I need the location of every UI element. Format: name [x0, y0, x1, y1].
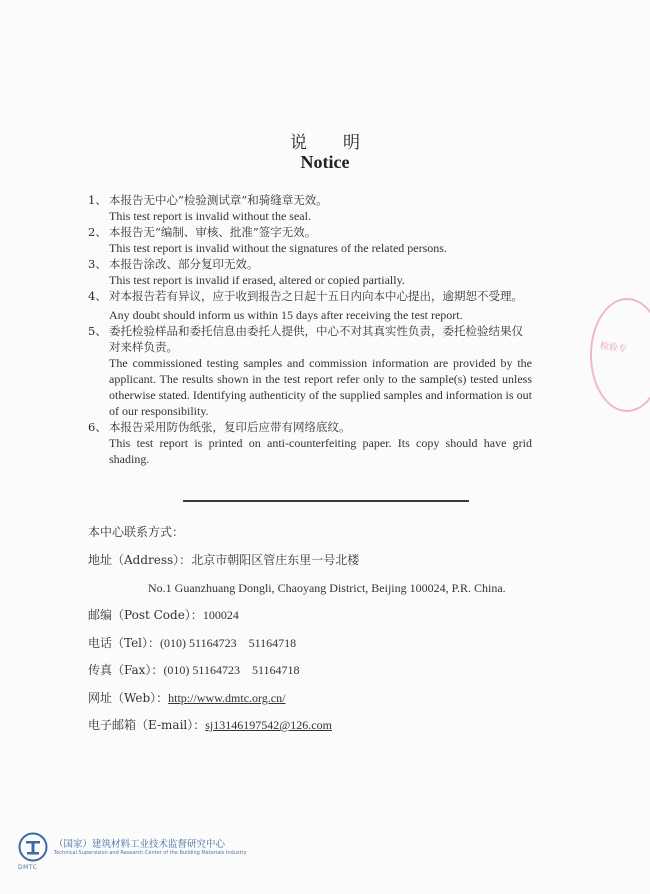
notice-item-2 [88, 224, 532, 256]
footer-org-cn: （国家）建筑材料工业技术监督研究中心 [54, 839, 226, 850]
item-number: 2、 [88, 225, 107, 239]
address-label: 地址（Address）： [88, 553, 192, 567]
email-label: 电子邮箱（E-mail）： [88, 718, 206, 732]
item-number: 6、 [88, 420, 107, 434]
item-number: 4、 [88, 289, 107, 303]
contact-postcode [88, 606, 239, 623]
email-link[interactable]: sj13146197542@126.com [205, 718, 332, 732]
website-link[interactable]: http://www.dmtc.org.cn/ [168, 691, 286, 705]
contact-fax [88, 661, 300, 678]
item-text-en: This test report is invalid without the signatures of the related persons. [109, 241, 447, 255]
postcode-label: 邮编（Post Code）： [88, 608, 203, 622]
title-chinese: 说明 [290, 133, 396, 153]
item-text-cn: 本报告涂改、部分复印无效。 [109, 257, 259, 271]
contact-web [88, 689, 285, 706]
tel-label: 电话（Tel）： [88, 636, 161, 650]
red-seal-stamp [590, 298, 650, 412]
footer [18, 830, 318, 880]
item-number: 1、 [88, 193, 107, 207]
item-text-cn: 本报告采用防伪纸张，复印后应带有网络底纹。 [109, 420, 351, 434]
notice-item-1 [88, 192, 532, 224]
fax-label: 传真（Fax）： [88, 663, 164, 677]
section-divider [183, 500, 469, 502]
item-text-cn: 本报告无“编制、审核、批准”签字无效。 [109, 225, 317, 239]
item-text-en: This test report is invalid if erased, altered or copied partially. [109, 273, 405, 287]
notice-item-5 [88, 323, 532, 419]
contact-heading: 本中心联系方式： [88, 525, 185, 539]
item-text-en: The commissioned testing samples and commission information are provided by the applicant. The results shown in the test report refer only to the sample(s) tested unless otherwise stated. Identifying authenticity of the supplied samples and information is out of our responsibility. [109, 356, 532, 418]
address-en: No.1 Guanzhuang Dongli, Chaoyang District, Beijing 100024, P.R. China. [148, 581, 506, 595]
postcode-value: 100024 [202, 608, 239, 622]
item-text-en: This test report is printed on anti-counterfeiting paper. Its copy should have grid shading. [109, 436, 532, 466]
fax-value: (010) 51164723 51164718 [163, 663, 300, 677]
item-number: 3、 [88, 257, 107, 271]
contact-tel [88, 634, 296, 651]
contact-address [88, 551, 359, 568]
notice-item-4 [88, 288, 532, 323]
logo-caption: DMTC [18, 864, 38, 871]
tel-value: (010) 51164723 51164718 [160, 636, 297, 650]
item-text-cn: 本报告无中心“检验测试章”和骑缝章无效。 [109, 193, 328, 207]
notice-item-6 [88, 419, 532, 467]
item-text-cn: 委托检验样品和委托信息由委托人提供，中心不对其真实性负责，委托检验结果仅对来样负责。 [109, 324, 523, 354]
web-label: 网址（Web）： [88, 691, 169, 705]
item-text-en: This test report is invalid without the seal. [109, 209, 311, 223]
dmtc-logo-icon [18, 832, 48, 862]
item-text-en: Any doubt should inform us within 15 days after receiving the test report. [109, 308, 463, 322]
item-number: 5、 [88, 324, 107, 338]
contact-email [88, 716, 332, 733]
seal-text: 检验专 [599, 341, 628, 355]
address-cn: 北京市朝阳区管庄东里一号北楼 [191, 553, 360, 567]
notice-item-3 [88, 256, 532, 288]
footer-org-en: Technical Supervision and Research Center of the Building Materials Industry [54, 850, 247, 856]
notice-list [88, 192, 532, 467]
item-text-cn: 对本报告若有异议，应于收到报告之日起十五日内向本中心提出，逾期恕不受理。 [109, 289, 523, 303]
title-english: Notice [300, 152, 350, 172]
